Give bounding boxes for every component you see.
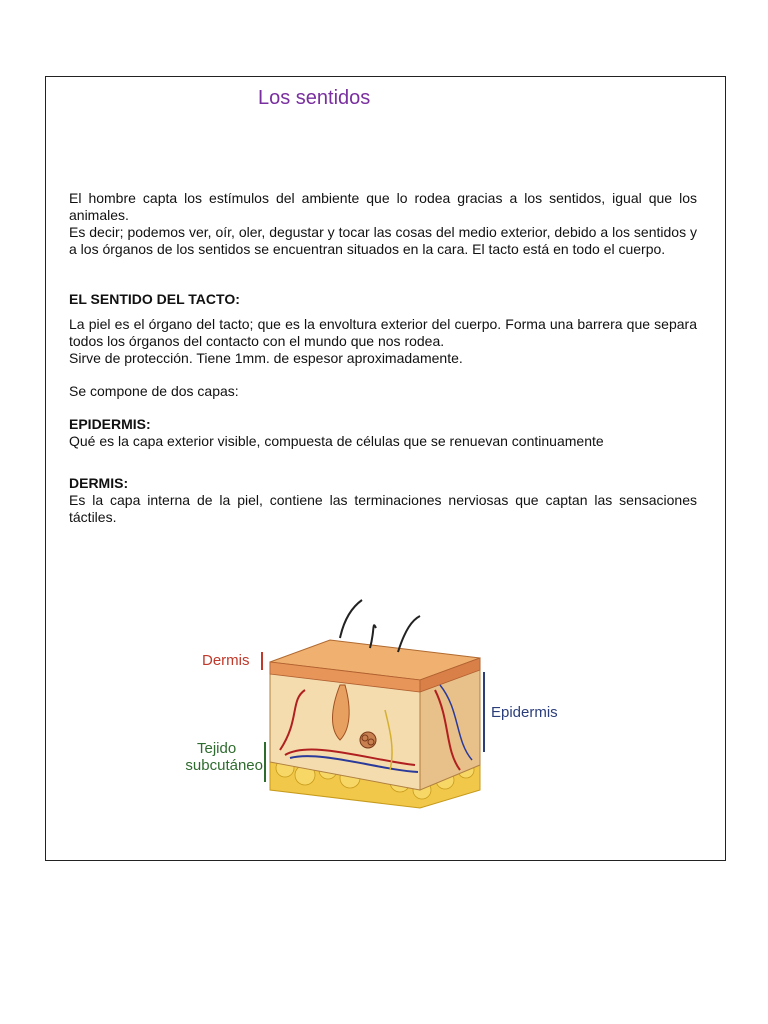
page-title: Los sentidos (258, 87, 371, 109)
intro-line-2: Es decir; podemos ver, oír, oler, degustar y tocar las cosas del medio exterior, debido a los sentidos y a los órganos de los sentidos se encuentran situados en la cara. El tacto está en todo el cuerpo. (69, 224, 697, 257)
dermis-heading: DERMIS: (69, 475, 129, 491)
skin-diagram (185, 590, 580, 815)
tacto-line-2: Sirve de protección. Tiene 1mm. de espesor aproximadamente. (69, 350, 463, 366)
tacto-heading: EL SENTIDO DEL TACTO: (69, 291, 240, 307)
skin-illustration (190, 590, 580, 815)
dermis-label: Dermis (202, 652, 250, 669)
tacto-paragraph (69, 316, 697, 367)
tacto-line-1: La piel es el órgano del tacto; que es la envoltura exterior del cuerpo. Forma una barrera que separa todos los órganos del contacto con el mundo que nos rodea. (69, 316, 697, 349)
tejido-label-line-2: subcutáneo (185, 757, 263, 774)
tejido-label (185, 740, 263, 774)
capas-text: Se compone de dos capas: (69, 383, 239, 399)
epidermis-heading: EPIDERMIS: (69, 416, 151, 432)
dermis-text: Es la capa interna de la piel, contiene las terminaciones nerviosas que captan las sensaciones táctiles. (69, 492, 697, 525)
intro-paragraph (69, 190, 697, 258)
epidermis-text: Qué es la capa exterior visible, compuesta de células que se renuevan continuamente (69, 433, 604, 449)
epidermis-label: Epidermis (491, 704, 558, 721)
tejido-label-line-1: Tejido (197, 740, 237, 757)
intro-line-1: El hombre capta los estímulos del ambiente que lo rodea gracias a los sentidos, igual que los animales. (69, 190, 697, 223)
